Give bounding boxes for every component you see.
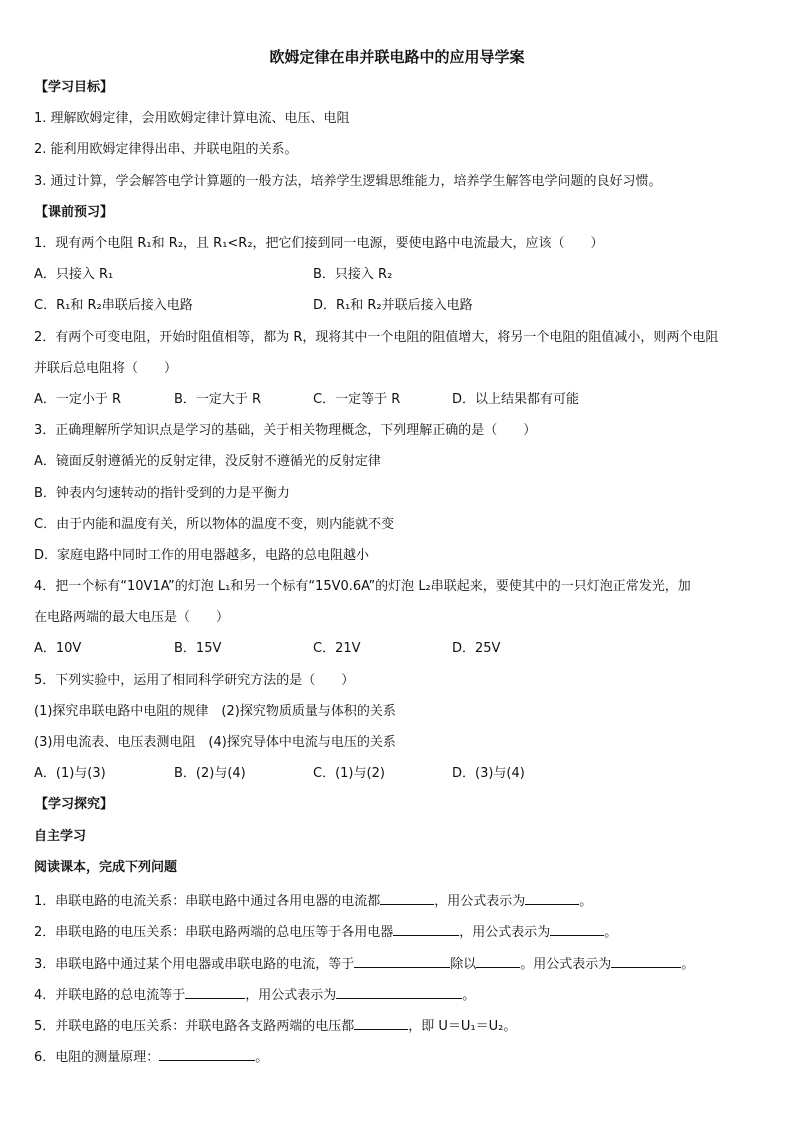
question-5-option-d: D．(3)与(4) — [452, 766, 525, 781]
fill-item-4 — [34, 984, 475, 1005]
question-2-option-a: A．一定小于 R — [34, 392, 122, 407]
question-1-option-b: B．只接入 R₂ — [313, 267, 393, 282]
self-study-heading: 自主学习 — [34, 829, 87, 844]
fill-4-blank-2[interactable] — [336, 984, 462, 999]
question-3-option-b: B．钟表内匀速转动的指针受到的力是平衡力 — [34, 486, 290, 501]
fill-2-text-b: ，用公式表示为 — [459, 925, 551, 940]
fill-2-blank-1[interactable] — [393, 921, 459, 936]
fill-3-blank-1[interactable] — [354, 953, 450, 968]
fill-5-blank-1[interactable] — [354, 1015, 408, 1030]
fill-2-blank-2[interactable] — [550, 921, 604, 936]
question-5-items-line-2: (3)用电流表、电压表测电阻 (4)探究导体中电流与电压的关系 — [34, 735, 396, 750]
fill-3-blank-2[interactable] — [476, 953, 520, 968]
fill-4-blank-1[interactable] — [185, 984, 245, 999]
fill-3-text-d: 。 — [681, 957, 695, 972]
section-preview: 【课前预习】 — [35, 205, 114, 220]
question-1-stem: 1．现有两个电阻 R₁和 R₂，且 R₁<R₂，把它们接到同一电源，要使电路中电流最大，应该（ ） — [34, 236, 604, 251]
fill-2-text-a: 2．串联电路的电压关系：串联电路两端的总电压等于各用电器 — [34, 925, 394, 940]
question-5-option-b: B．(2)与(4) — [174, 766, 246, 781]
question-3-option-d: D．家庭电路中同时工作的用电器越多，电路的总电阻越小 — [34, 548, 370, 563]
read-task-heading: 阅读课本，完成下列问题 — [34, 860, 178, 875]
fill-1-blank-2[interactable] — [525, 890, 579, 905]
question-4-option-c: C．21V — [313, 641, 361, 656]
fill-item-5 — [34, 1015, 516, 1036]
section-explore: 【学习探究】 — [35, 797, 114, 812]
question-4-option-a: A．10V — [34, 641, 82, 656]
fill-1-text-c: 。 — [579, 894, 593, 909]
question-3-option-a: A．镜面反射遵循光的反射定律，没反射不遵循光的反射定律 — [34, 454, 381, 469]
question-4-option-b: B．15V — [174, 641, 222, 656]
question-2-stem-line-2: 并联后总电阻将（ ） — [34, 361, 178, 376]
goal-3: 3. 通过计算，学会解答电学计算题的一般方法，培养学生逻辑思维能力，培养学生解答电学问题的良好习惯。 — [34, 174, 662, 189]
question-5-option-c: C．(1)与(2) — [313, 766, 385, 781]
fill-1-text-a: 1．串联电路的电流关系：串联电路中通过各用电器的电流都 — [34, 894, 381, 909]
fill-item-1 — [34, 890, 592, 911]
question-4-option-d: D．25V — [452, 641, 501, 656]
question-5-items-line-1: (1)探究串联电路中电阻的规律 (2)探究物质质量与体积的关系 — [34, 704, 396, 719]
question-2-stem-line-1: 2．有两个可变电阻，开始时阻值相等，都为 R，现将其中一个电阻的阻值增大，将另一个电阻的阻值减小，则两个电阻 — [34, 330, 719, 345]
question-4-stem-line-1: 4．把一个标有“10V1A”的灯泡 L₁和另一个标有“15V0.6A”的灯泡 L₂串联起来，要使其中的一只灯泡正常发光，加 — [34, 579, 691, 594]
fill-2-text-c: 。 — [604, 925, 618, 940]
fill-item-2 — [34, 921, 617, 942]
fill-4-text-a: 4．并联电路的总电流等于 — [34, 988, 186, 1003]
fill-6-text-b: 。 — [255, 1050, 269, 1065]
fill-4-text-b: ，用公式表示为 — [245, 988, 337, 1003]
fill-item-3 — [34, 953, 694, 974]
question-1-option-c: C．R₁和 R₂串联后接入电路 — [34, 298, 193, 313]
fill-3-text-c: 。用公式表示为 — [520, 957, 612, 972]
question-1-option-d: D．R₁和 R₂并联后接入电路 — [313, 298, 473, 313]
question-5-stem: 5．下列实验中，运用了相同科学研究方法的是（ ） — [34, 673, 355, 688]
section-goals: 【学习目标】 — [35, 80, 114, 95]
question-1-option-a: A．只接入 R₁ — [34, 267, 114, 282]
fill-6-blank-1[interactable] — [159, 1046, 255, 1061]
fill-4-text-c: 。 — [462, 988, 476, 1003]
question-3-stem: 3．正确理解所学知识点是学习的基础，关于相关物理概念，下列理解正确的是（ ） — [34, 423, 537, 438]
fill-3-text-a: 3．串联电路中通过某个用电器或串联电路的电流，等于 — [34, 957, 355, 972]
fill-3-text-b: 除以 — [450, 957, 477, 972]
fill-1-blank-1[interactable] — [380, 890, 434, 905]
question-4-stem-line-2: 在电路两端的最大电压是（ ） — [34, 610, 230, 625]
question-2-option-c: C．一定等于 R — [313, 392, 401, 407]
goal-2: 2. 能利用欧姆定律得出串、并联电阻的关系。 — [34, 142, 298, 157]
fill-1-text-b: ，用公式表示为 — [434, 894, 526, 909]
question-2-option-d: D．以上结果都有可能 — [452, 392, 580, 407]
question-5-option-a: A．(1)与(3) — [34, 766, 106, 781]
question-3-option-c: C．由于内能和温度有关，所以物体的温度不变，则内能就不变 — [34, 517, 395, 532]
fill-item-6 — [34, 1046, 268, 1067]
page-title: 欧姆定律在串并联电路中的应用导学案 — [269, 48, 525, 66]
question-2-option-b: B．一定大于 R — [174, 392, 262, 407]
goal-1: 1. 理解欧姆定律，会用欧姆定律计算电流、电压、电阻 — [34, 111, 350, 126]
fill-3-blank-3[interactable] — [611, 953, 681, 968]
fill-5-text-a: 5．并联电路的电压关系：并联电路各支路两端的电压都 — [34, 1019, 355, 1034]
fill-6-text-a: 6．电阻的测量原理： — [34, 1050, 160, 1065]
fill-5-text-b: ，即 U＝U₁＝U₂。 — [408, 1019, 517, 1034]
